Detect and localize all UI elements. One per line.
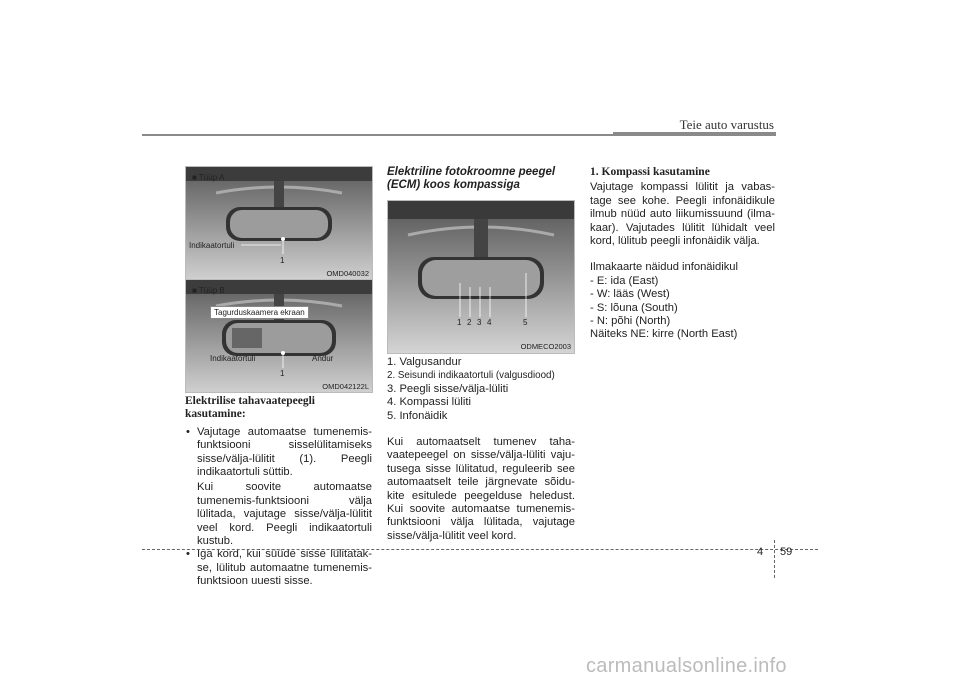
list-item: - N: põhi (North) <box>590 315 671 328</box>
callout-number-1: 1 <box>457 318 462 327</box>
list-item: - W: lääs (West) <box>590 288 670 301</box>
list-item: - E: ida (East) <box>590 274 659 287</box>
figure-code-a: OMD040032 <box>326 269 369 278</box>
list-item: 5. Infonäidik <box>387 409 448 422</box>
figure-mirror-type-b <box>185 279 373 393</box>
column-1 <box>185 395 372 589</box>
watermark: carmanualsonline.info <box>586 655 787 677</box>
column-2-body <box>387 356 575 543</box>
bullet-text: Vajutage automaatse tumenemis-funktsiooni sisselülitamiseks sisse/välja-lülitit (1). Peegli indikaatortuli süttib. <box>197 425 372 479</box>
bullet-text: Iga kord, kui süüde sisse lülitatak-se, lülitub automaatne tumenemis-funktsioon uuesti sisse. <box>197 548 372 588</box>
page-number: 59 <box>780 546 793 558</box>
type-a-label: ■ Tüüp A <box>192 173 225 182</box>
compass-paragraph: Vajutage kompassi lülitit ja vabas-tage see kohe. Peegli infonäidikule ilmub nüüd auto liikumissuund (ilma-kaar). Vajutades lülitit lühidalt veel kord, lülitub peegli infonäidik välja. <box>590 181 775 248</box>
list-item <box>185 548 372 588</box>
list-item: 3. Peegli sisse/välja-lüliti <box>387 382 509 395</box>
chapter-number: 4 <box>757 546 764 558</box>
direction-list-intro: Ilmakaarte näidud infonäidikul <box>590 261 739 274</box>
sensor-label: Andur <box>312 354 334 363</box>
figure-ecm-mirror <box>387 200 575 354</box>
list-item: 2. Seisundi indikaatortuli (valgusdiood) <box>387 370 555 382</box>
mirror-illustration-b <box>186 280 372 392</box>
direction-example: Näiteks NE: kirre (North East) <box>590 328 738 341</box>
ecm-paragraph: Kui automaatselt tumenev taha-vaatepeegel on sisse/välja-lüliti vaju-tusega sisse lülitatud, reguleerib see automaatselt teile järgnevate sõidu-kite esitulede peegelduse heledust. Kui soovite automaatse tumenemis-funktsiooni välja lülitada, vajutage sisse/välja-lülitit veel kord. <box>387 436 575 542</box>
column-3 <box>590 166 775 342</box>
callout-number-5: 5 <box>523 318 528 327</box>
section-title: Teie auto varustus <box>679 117 774 132</box>
figure-mirror-type-a <box>185 166 373 280</box>
compass-heading: 1. Kompassi kasutamine <box>590 166 710 178</box>
type-b-label: ■ Tüüp B <box>192 286 225 295</box>
footer-page-separator <box>774 540 775 578</box>
callout-number-4: 4 <box>487 318 492 327</box>
mirror-usage-heading: Elektrilise tahavaatepeegli kasutamine: <box>185 395 315 421</box>
list-item <box>185 426 372 549</box>
header-divider-accent <box>613 132 776 136</box>
footer-divider <box>142 549 818 550</box>
ecm-heading: Elektriline fotokroomne peegel (ECM) koos kompassiga <box>387 166 556 191</box>
column-2-heading-wrap <box>387 166 575 192</box>
list-item: 1. Valgusandur <box>387 356 462 368</box>
figure-code-b: OMD042122L <box>322 382 369 391</box>
bullet-subtext: Kui soovite automaatse tumenemis-funktsiooni välja lülitada, vajutage sisse/välja-lülitit veel kord. Peegli indikaatortuli kustub. <box>197 481 372 548</box>
callout-number-2: 2 <box>467 318 472 327</box>
mirror-usage-list <box>185 426 372 589</box>
list-item: 4. Kompassi lüliti <box>387 396 471 409</box>
callout-number-a: 1 <box>280 256 285 265</box>
ecm-mirror-illustration <box>388 201 574 353</box>
camera-screen-label: Tagurduskaamera ekraan <box>210 306 309 319</box>
indicator-label-b: Indikaatortuli <box>210 354 256 363</box>
figure-code-c: ODMECO2003 <box>520 342 571 351</box>
mirror-illustration-a <box>186 167 372 279</box>
callout-number-3: 3 <box>477 318 482 327</box>
list-item: - S: lõuna (South) <box>590 301 678 314</box>
callout-number-b: 1 <box>280 369 285 378</box>
indicator-label-a: Indikaatortuli <box>189 241 235 250</box>
